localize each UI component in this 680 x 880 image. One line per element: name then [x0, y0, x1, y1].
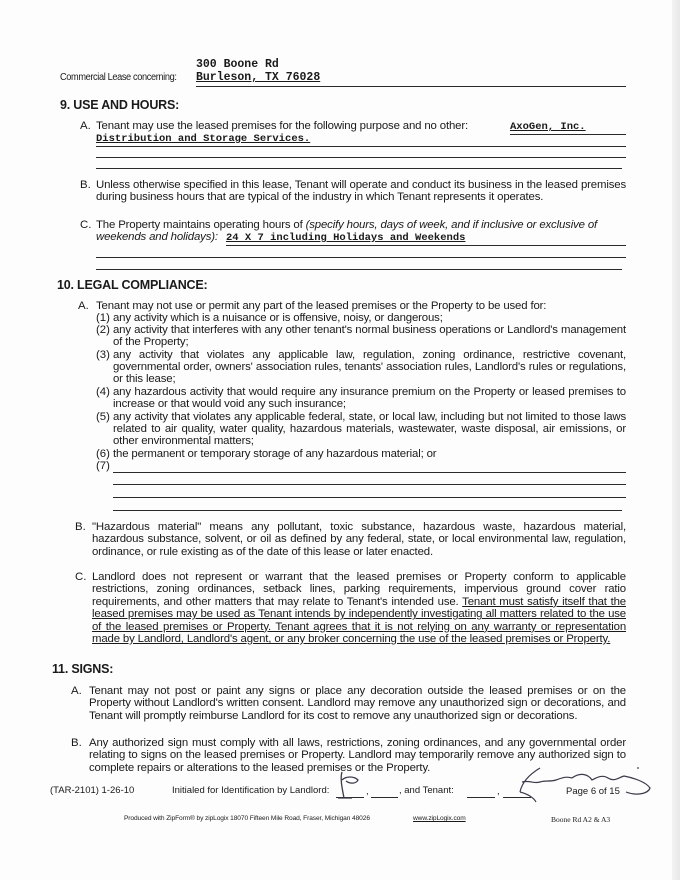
- section-10c-underlined: Tenant must satisfy itself that the leased premises may be used as Tenant intends by independently investigating all matters related to the use of the leased premises or Property. Tenant agrees that it is not relying on any warranty or representation made by Landlord, Landlord's agent, or any broker concerning the use of the leased premises or Property.: [92, 595, 626, 646]
- footer-separator: ,: [366, 786, 369, 797]
- lease-concerning-label: Commercial Lease concerning:: [60, 72, 177, 83]
- fill-line: [96, 157, 626, 158]
- section-9c-text: [96, 219, 628, 231]
- item-2-num: (2): [96, 324, 110, 336]
- fill-line: [96, 168, 622, 169]
- item-1-num: (1): [96, 312, 110, 324]
- fill-line: [96, 257, 626, 258]
- item-6-num: (6): [96, 448, 110, 460]
- produced-by-text: Produced with ZipForm® by zipLogix 18070 Fifteen Mile Road, Fraser, Michigan 48026: [124, 815, 370, 822]
- fill-line: [510, 134, 626, 135]
- item-5-text: any activity that violates any applicable federal, state, or local law, including but not limited to those laws related to air quality, water quality, hazardous materials, wastewater, waste disposal, air emissions, or other environmental matters;: [113, 411, 626, 448]
- item-7-num: (7): [96, 460, 110, 472]
- item-3-num: (3): [96, 349, 110, 361]
- property-address-line1: 300 Boone Rd: [196, 58, 279, 71]
- form-id: (TAR-2101) 1-26-10: [50, 785, 135, 796]
- fill-line: [226, 245, 626, 246]
- section-10b-text: "Hazardous material" means any pollutant, toxic substance, hazardous waste, hazardous material, hazardous substance, solvent, or oil as defined by any federal, state, or local environmental law, regulation, ordinance, or rule existing as of the date of this lease or later enacted.: [92, 521, 626, 558]
- permitted-use-fill-2: Distribution and Storage Services.: [96, 133, 311, 145]
- section-11b-letter: B.: [71, 737, 82, 749]
- item-4-num: (4): [96, 386, 110, 398]
- section-11-title: 11. SIGNS:: [52, 662, 114, 676]
- section-9c-letter: C.: [80, 219, 92, 231]
- and-tenant-label: , and Tenant:: [399, 785, 454, 796]
- section-10c-letter: C.: [75, 571, 87, 583]
- fill-line: [113, 510, 622, 511]
- section-10a-text: Tenant may not use or permit any part of the leased premises or the Property to be used for:: [96, 300, 547, 312]
- operating-hours-fill: 24 X 7 including Holidays and Weekends: [226, 232, 466, 244]
- item-5-num: (5): [96, 411, 110, 423]
- page-number: Page 6 of 15: [566, 786, 620, 797]
- section-9a-letter: A.: [80, 120, 91, 132]
- tenant-initials-signature: [500, 764, 660, 804]
- landlord-initials-signature: [330, 768, 378, 802]
- section-9c-italic-1: (specify hours, days of week, and if inclusive or exclusive of: [305, 219, 598, 231]
- section-10-title: 10. LEGAL COMPLIANCE:: [57, 278, 208, 292]
- permitted-use-fill-1: AxoGen, Inc.: [510, 121, 586, 133]
- section-11a-letter: A.: [71, 685, 82, 697]
- footer-separator: ,: [497, 786, 500, 797]
- property-address-line2: Burleson, TX 76028: [196, 71, 321, 84]
- item-1-text: any activity which is a nuisance or is offensive, noisy, or dangerous;: [113, 312, 443, 324]
- section-10a-letter: A.: [78, 300, 89, 312]
- section-10c-text: [92, 571, 626, 645]
- ziplogix-link[interactable]: www.zipLogix.com: [413, 815, 466, 822]
- fill-line: [113, 497, 626, 498]
- fill-line: [96, 269, 622, 270]
- item-4-text: any hazardous activity that would require any insurance premium on the Property or leased premises to increase or that would void any such insurance;: [113, 386, 626, 411]
- item-3-text: any activity that violates any applicable law, regulation, zoning ordinance, restrictive covenant, governmental order, owners' association rules, tenants' association rules, Landlord's rules or regulations, or this lease;: [113, 349, 626, 386]
- section-9c-italic-2: weekends and holidays):: [96, 231, 218, 243]
- section-9c-plain: The Property maintains operating hours of: [96, 219, 303, 231]
- section-10c-plain: Landlord does not represent or warrant that the leased premises or Property conform to applicable restrictions, zoning ordinances, setback lines, parking requirements, impervious ground cover ratio requirements, and other matters that may relate to Tenant's intended use.: [92, 571, 626, 608]
- file-name: Boone Rd A2 & A3: [551, 815, 611, 824]
- section-10b-letter: B.: [75, 521, 86, 533]
- tenant-initial-line-1[interactable]: [467, 797, 495, 798]
- section-9b-letter: B.: [80, 179, 91, 191]
- fill-line: [96, 146, 626, 147]
- section-11a-text: Tenant may not post or paint any signs or place any decoration outside the leased premises or on the Property without Landlord's written consent. Landlord may remove any unauthorized sign or decorations, and Tenant will promptly reimburse Landlord for its cost to remove any unauthorized sign or decorations.: [89, 685, 626, 722]
- item-2-text: any activity that interferes with any other tenant's normal business operations or Landlord's management of the Property;: [113, 324, 626, 349]
- header-underline: [196, 86, 626, 87]
- section-9-title: 9. USE AND HOURS:: [60, 98, 180, 112]
- page-edge-shadow: [672, 0, 680, 880]
- initialed-label: Initialed for Identification by Landlord:: [172, 785, 330, 796]
- section-9a-text: Tenant may use the leased premises for the following purpose and no other:: [96, 120, 468, 132]
- section-9b-text: Unless otherwise specified in this lease, Tenant will operate and conduct its business in the leased premises during business hours that are typical of the industry in which Tenant represents it operates.: [96, 179, 626, 204]
- fill-line: [113, 472, 626, 473]
- item-6-text: the permanent or temporary storage of any hazardous material; or: [113, 448, 437, 460]
- section-11b-text: Any authorized sign must comply with all laws, restrictions, zoning ordinances, and any governmental order relating to signs on the leased premises or Property. Landlord may temporarily remove any authorized sign to complete repairs or alterations to the leased premises or the Property.: [89, 737, 626, 774]
- fill-line: [113, 484, 626, 485]
